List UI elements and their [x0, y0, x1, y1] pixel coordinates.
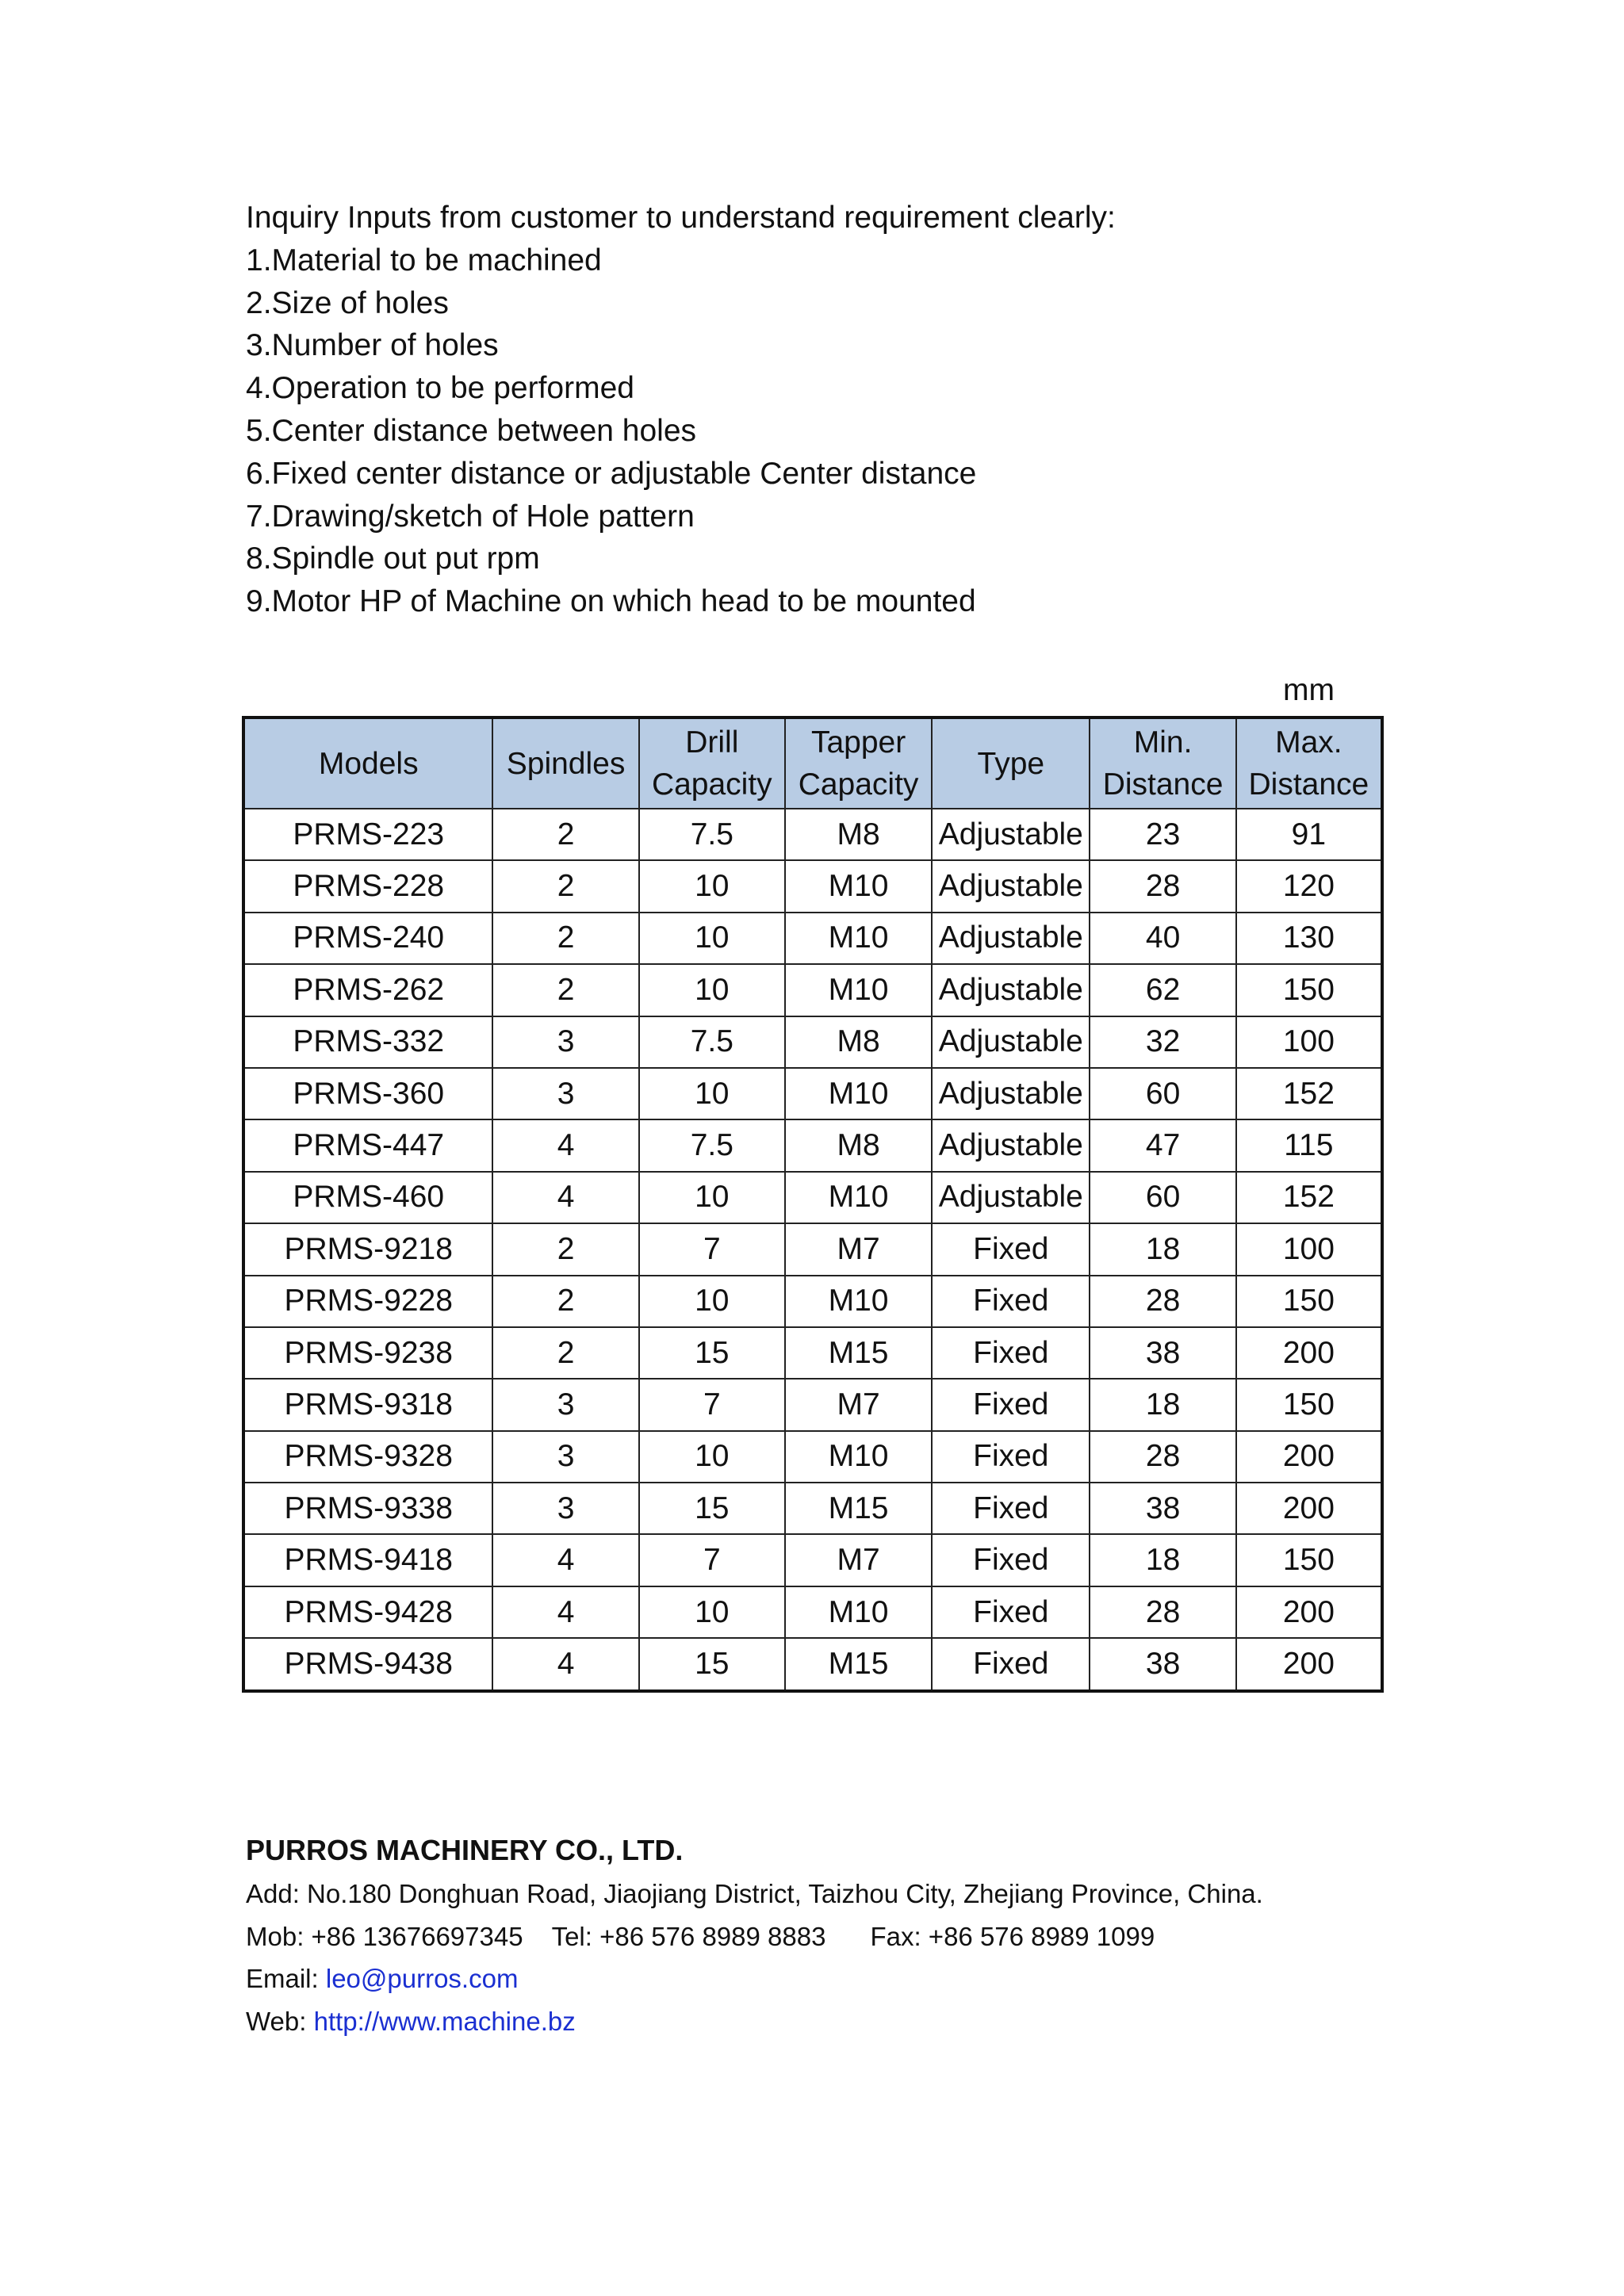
table-cell: 200	[1236, 1327, 1382, 1379]
table-cell: PRMS-223	[243, 809, 492, 860]
table-cell: PRMS-9238	[243, 1327, 492, 1379]
table-cell: Adjustable	[932, 964, 1090, 1016]
table-cell: 10	[639, 1276, 785, 1327]
table-cell: 150	[1236, 964, 1382, 1016]
table-cell: PRMS-228	[243, 860, 492, 912]
inquiry-item: 6.Fixed center distance or adjustable Center distance	[246, 456, 977, 491]
table-cell: 18	[1090, 1223, 1235, 1275]
telephone-number: Tel: +86 576 8989 8883	[551, 1921, 826, 1951]
inquiry-item: 7.Drawing/sketch of Hole pattern	[246, 499, 695, 534]
table-cell: Fixed	[932, 1586, 1090, 1638]
table-cell: 3	[492, 1483, 638, 1534]
table-cell: 60	[1090, 1172, 1235, 1223]
table-cell: 10	[639, 1068, 785, 1119]
table-cell: M10	[785, 1068, 932, 1119]
table-cell: 10	[639, 1172, 785, 1223]
table-cell: 28	[1090, 860, 1235, 912]
table-row	[243, 1016, 1382, 1068]
table-cell: 7.5	[639, 1119, 785, 1171]
inquiry-item: 4.Operation to be performed	[246, 371, 634, 406]
table-cell: Adjustable	[932, 860, 1090, 912]
column-header-text: Type	[977, 746, 1045, 781]
table-cell: 3	[492, 1379, 638, 1430]
table-cell: Fixed	[932, 1327, 1090, 1379]
table-cell: Fixed	[932, 1223, 1090, 1275]
contact-email	[246, 1957, 1515, 2000]
table-cell: 4	[492, 1172, 638, 1223]
inquiry-heading: Inquiry Inputs from customer to understand requirement clearly:	[246, 201, 1116, 235]
table-row	[243, 1276, 1382, 1327]
table-cell: PRMS-9418	[243, 1534, 492, 1586]
column-header	[785, 718, 932, 809]
table-cell: M8	[785, 1016, 932, 1068]
table-cell: 28	[1090, 1431, 1235, 1483]
table-row	[243, 913, 1382, 964]
table-cell: 10	[639, 1586, 785, 1638]
table-cell: 91	[1236, 809, 1382, 860]
table-cell: 47	[1090, 1119, 1235, 1171]
table-row	[243, 1431, 1382, 1483]
web-link[interactable]: http://www.machine.bz	[313, 2006, 576, 2036]
table-cell: M10	[785, 1172, 932, 1223]
email-link[interactable]: leo@purros.com	[325, 1964, 519, 1993]
column-header	[639, 718, 785, 809]
column-header-text: Tapper	[810, 725, 906, 760]
table-cell: 2	[492, 1276, 638, 1327]
table-cell: Adjustable	[932, 809, 1090, 860]
column-header	[1236, 718, 1382, 809]
table-cell: 32	[1090, 1016, 1235, 1068]
table-cell: PRMS-9428	[243, 1586, 492, 1638]
table-cell: M10	[785, 964, 932, 1016]
column-header-text: Models	[318, 746, 419, 781]
table-cell: 2	[492, 1223, 638, 1275]
table-row	[243, 1172, 1382, 1223]
company-address: Add: No.180 Donghuan Road, Jiaojiang District, Taizhou City, Zhejiang Province, China.	[246, 1879, 1263, 1908]
table-cell: M7	[785, 1223, 932, 1275]
table-cell: 120	[1236, 860, 1382, 912]
table-cell: 150	[1236, 1276, 1382, 1327]
table-cell: 200	[1236, 1483, 1382, 1534]
table-cell: Fixed	[932, 1483, 1090, 1534]
inquiry-item: 1.Material to be machined	[246, 243, 602, 277]
table-cell: 38	[1090, 1327, 1235, 1379]
inquiry-item: 9.Motor HP of Machine on which head to be mounted	[246, 584, 976, 619]
table-cell: 150	[1236, 1534, 1382, 1586]
table-cell: 10	[639, 1431, 785, 1483]
table-cell: PRMS-9328	[243, 1431, 492, 1483]
table-cell: M10	[785, 1276, 932, 1327]
table-cell: 28	[1090, 1586, 1235, 1638]
table-cell: 100	[1236, 1223, 1382, 1275]
column-header	[932, 718, 1090, 809]
table-cell: 150	[1236, 1379, 1382, 1430]
table-cell: 200	[1236, 1638, 1382, 1690]
inquiry-list	[246, 197, 1435, 623]
table-cell: Adjustable	[932, 1068, 1090, 1119]
table-row	[243, 1586, 1382, 1638]
table-cell: Adjustable	[932, 913, 1090, 964]
table-row	[243, 1119, 1382, 1171]
table-cell: M10	[785, 1586, 932, 1638]
table-cell: 7	[639, 1223, 785, 1275]
table-cell: 18	[1090, 1379, 1235, 1430]
column-header	[243, 718, 492, 809]
table-cell: M8	[785, 809, 932, 860]
table-cell: PRMS-360	[243, 1068, 492, 1119]
table-cell: 10	[639, 913, 785, 964]
table-row	[243, 809, 1382, 860]
table-cell: PRMS-9228	[243, 1276, 492, 1327]
company-name: PURROS MACHINERY CO., LTD.	[246, 1834, 684, 1866]
column-header-text: Distance	[1248, 767, 1369, 802]
spec-table	[242, 716, 1384, 1693]
table-cell: Fixed	[932, 1534, 1090, 1586]
table-cell: 200	[1236, 1431, 1382, 1483]
mobile-number: Mob: +86 13676697345	[246, 1921, 523, 1951]
table-cell: PRMS-240	[243, 913, 492, 964]
table-row	[243, 1068, 1382, 1119]
table-cell: 100	[1236, 1016, 1382, 1068]
web-label: Web:	[246, 2006, 314, 2036]
table-cell: M7	[785, 1534, 932, 1586]
table-row	[243, 1534, 1382, 1586]
table-row	[243, 1379, 1382, 1430]
table-cell: 3	[492, 1016, 638, 1068]
table-cell: 10	[639, 964, 785, 1016]
contact-web	[246, 2000, 1515, 2043]
column-header	[1090, 718, 1235, 809]
table-cell: Adjustable	[932, 1172, 1090, 1223]
table-cell: Adjustable	[932, 1016, 1090, 1068]
table-cell: M15	[785, 1327, 932, 1379]
table-cell: Adjustable	[932, 1119, 1090, 1171]
table-cell: 15	[639, 1327, 785, 1379]
table-row	[243, 860, 1382, 912]
table-cell: 3	[492, 1068, 638, 1119]
table-cell: 62	[1090, 964, 1235, 1016]
table-cell: M8	[785, 1119, 932, 1171]
table-row	[243, 1223, 1382, 1275]
fax-number: Fax: +86 576 8989 1099	[870, 1921, 1155, 1951]
column-header-text: Distance	[1102, 767, 1224, 802]
table-cell: 15	[639, 1483, 785, 1534]
table-cell: PRMS-332	[243, 1016, 492, 1068]
table-cell: PRMS-9438	[243, 1638, 492, 1690]
table-cell: 7	[639, 1534, 785, 1586]
table-cell: 23	[1090, 809, 1235, 860]
contact-phones	[246, 1915, 1515, 1958]
table-cell: PRMS-262	[243, 964, 492, 1016]
table-cell: 152	[1236, 1172, 1382, 1223]
table-cell: M7	[785, 1379, 932, 1430]
email-label: Email:	[246, 1964, 326, 1993]
table-cell: 4	[492, 1534, 638, 1586]
table-cell: 40	[1090, 913, 1235, 964]
column-header-text: Drill	[685, 725, 739, 760]
table-cell: 7.5	[639, 1016, 785, 1068]
table-cell: M10	[785, 860, 932, 912]
table-cell: 4	[492, 1586, 638, 1638]
table-cell: 4	[492, 1119, 638, 1171]
inquiry-item: 8.Spindle out put rpm	[246, 541, 540, 576]
table-cell: M10	[785, 1431, 932, 1483]
table-header-row	[243, 718, 1382, 809]
table-cell: Fixed	[932, 1379, 1090, 1430]
table-cell: 60	[1090, 1068, 1235, 1119]
table-cell: 115	[1236, 1119, 1382, 1171]
table-cell: PRMS-9318	[243, 1379, 492, 1430]
table-cell: 10	[639, 860, 785, 912]
table-cell: 28	[1090, 1276, 1235, 1327]
table-cell: M10	[785, 913, 932, 964]
table-cell: 15	[639, 1638, 785, 1690]
table-cell: M15	[785, 1638, 932, 1690]
table-cell: M15	[785, 1483, 932, 1534]
table-cell: 4	[492, 1638, 638, 1690]
column-header-text: Capacity	[798, 767, 919, 802]
column-header	[492, 718, 638, 809]
table-cell: 2	[492, 860, 638, 912]
table-cell: PRMS-460	[243, 1172, 492, 1223]
table-cell: PRMS-9218	[243, 1223, 492, 1275]
table-cell: 18	[1090, 1534, 1235, 1586]
table-row	[243, 1327, 1382, 1379]
table-cell: PRMS-447	[243, 1119, 492, 1171]
table-cell: PRMS-9338	[243, 1483, 492, 1534]
column-header-text: Spindles	[506, 746, 626, 781]
table-cell: 152	[1236, 1068, 1382, 1119]
table-cell: 200	[1236, 1586, 1382, 1638]
inquiry-item: 2.Size of holes	[246, 285, 449, 320]
column-header-text: Max.	[1275, 725, 1342, 760]
table-cell: 3	[492, 1431, 638, 1483]
table-row	[243, 964, 1382, 1016]
table-cell: 2	[492, 913, 638, 964]
table-row	[243, 1638, 1382, 1690]
table-cell: Fixed	[932, 1431, 1090, 1483]
column-header-text: Min.	[1133, 725, 1193, 760]
table-cell: 7	[639, 1379, 785, 1430]
table-cell: Fixed	[932, 1638, 1090, 1690]
inquiry-item: 3.Number of holes	[246, 328, 499, 363]
company-footer	[246, 1828, 1515, 2042]
table-cell: 38	[1090, 1638, 1235, 1690]
column-header-text: Capacity	[651, 767, 772, 802]
table-cell: 38	[1090, 1483, 1235, 1534]
table-cell: 2	[492, 964, 638, 1016]
table-cell: Fixed	[932, 1276, 1090, 1327]
table-cell: 2	[492, 809, 638, 860]
unit-label: mm	[1283, 673, 1335, 707]
table-cell: 130	[1236, 913, 1382, 964]
table-cell: 2	[492, 1327, 638, 1379]
table-cell: 7.5	[639, 809, 785, 860]
table-body	[243, 809, 1382, 1691]
inquiry-item: 5.Center distance between holes	[246, 413, 697, 448]
table-row	[243, 1483, 1382, 1534]
